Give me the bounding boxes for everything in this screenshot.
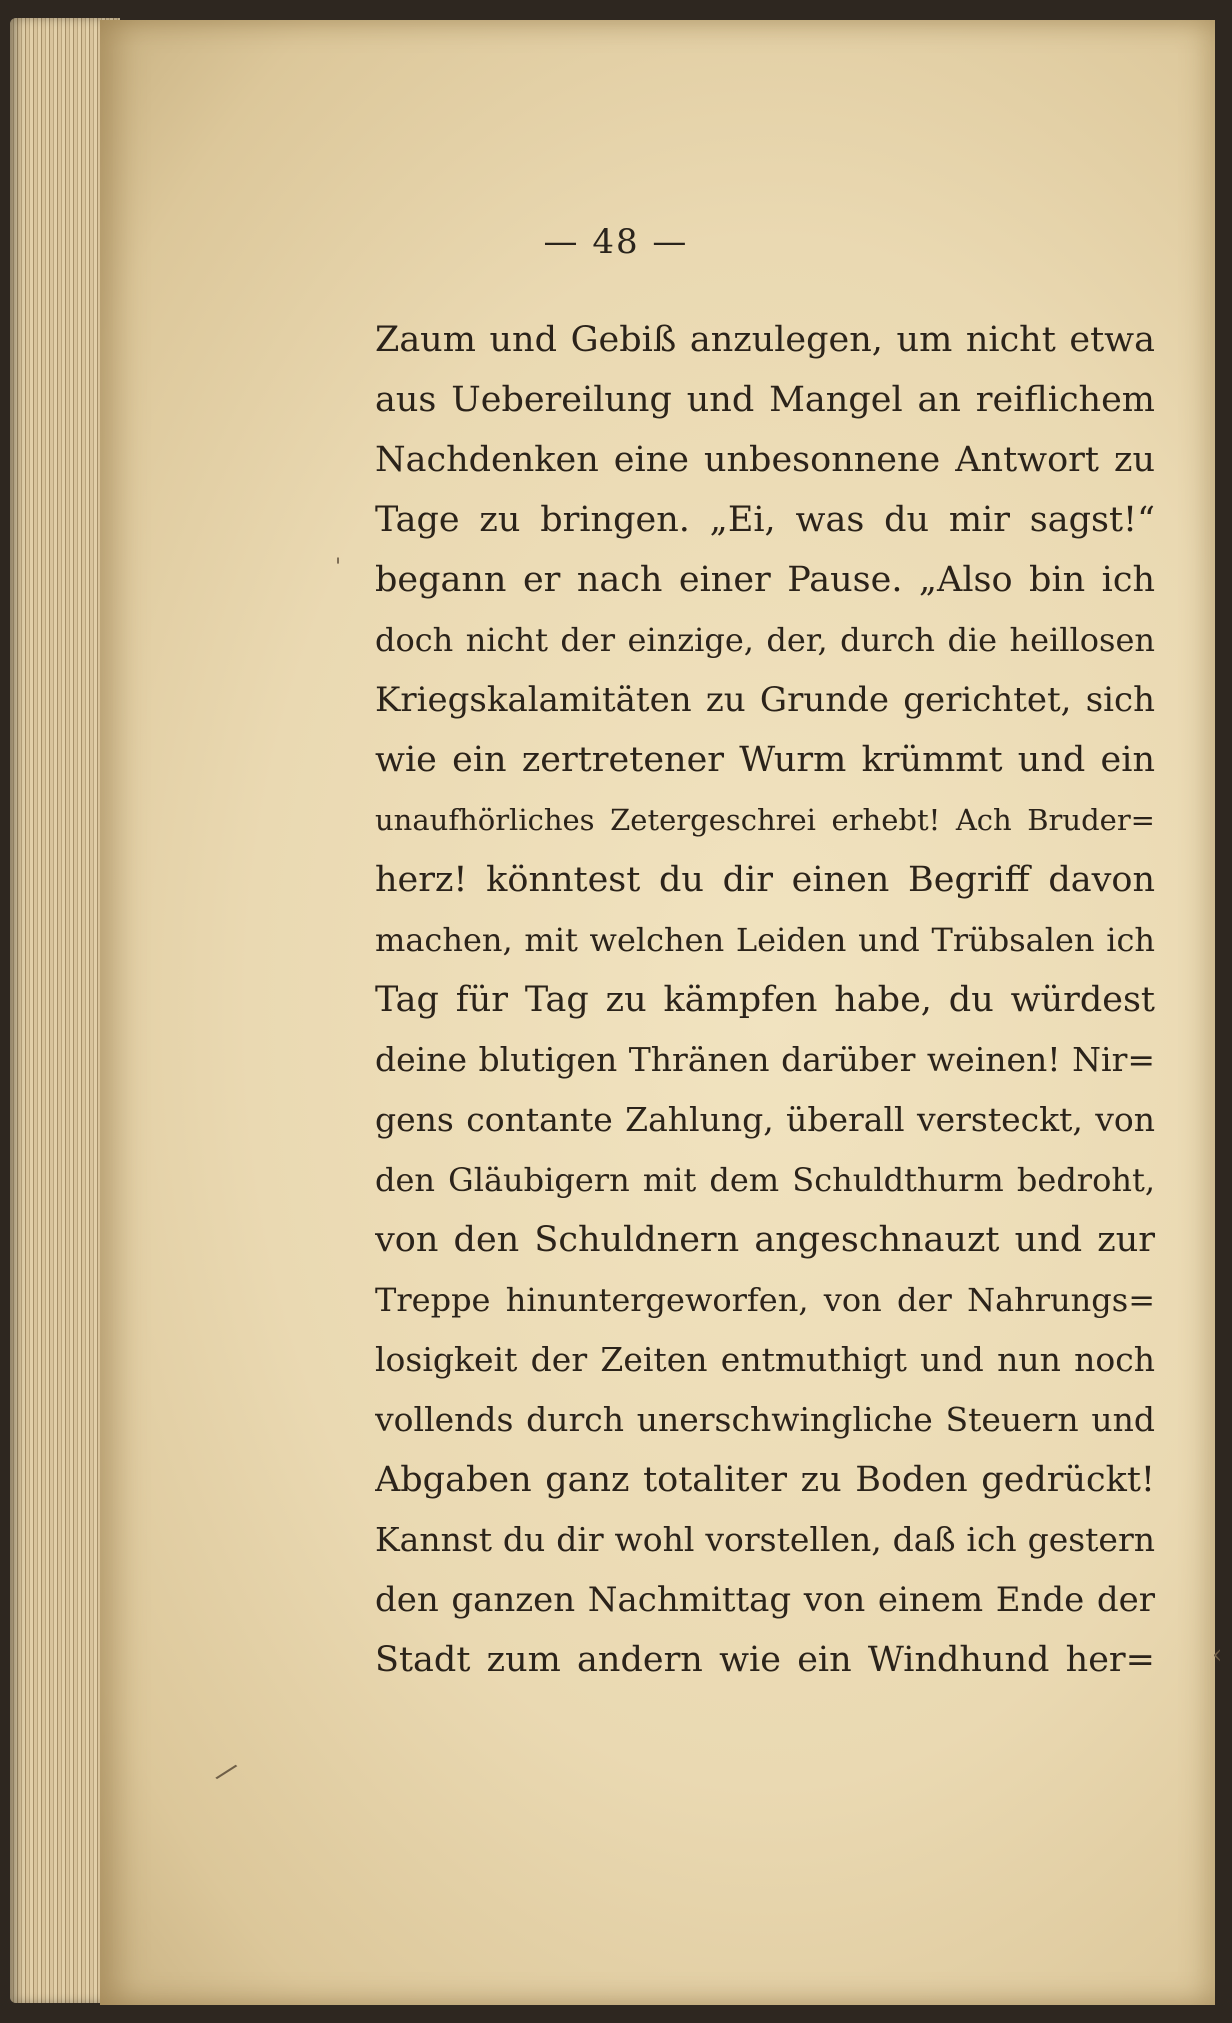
- margin-mark: /: [212, 1755, 241, 1788]
- text-line: wie ein zertretener Wurm krümmt und ein: [375, 740, 1155, 780]
- page-number: — 48 —: [543, 222, 689, 262]
- body-text: [375, 310, 1155, 1710]
- text-line: Stadt zum andern wie ein Windhund her=: [375, 1640, 1155, 1680]
- text-line: Zaum und Gebiß anzulegen, um nicht etwa: [375, 320, 1155, 360]
- text-line: herz! könntest du dir einen Begriff davon: [375, 860, 1155, 900]
- text-line: Tage zu bringen. „Ei, was du mir sagst!“: [375, 500, 1155, 540]
- text-line: unaufhörliches Zetergeschrei erhebt! Ach Bruder=: [375, 803, 1155, 837]
- text-line: vollends durch unerschwingliche Steuern und: [375, 1400, 1155, 1439]
- margin-mark: ‹: [1212, 1640, 1223, 1670]
- text-line: Abgaben ganz totaliter zu Boden gedrückt!: [375, 1460, 1155, 1500]
- text-line: machen, mit welchen Leiden und Trübsalen ich: [375, 921, 1155, 959]
- text-line: von den Schuldnern angeschnauzt und zur: [375, 1220, 1155, 1260]
- text-line: aus Uebereilung und Mangel an reiflichem: [375, 380, 1155, 420]
- text-line: gens contante Zahlung, überall versteckt, von: [375, 1100, 1155, 1139]
- text-line: Nachdenken eine unbesonnene Antwort zu: [375, 440, 1155, 480]
- text-line: doch nicht der einzige, der, durch die heillosen: [375, 621, 1155, 659]
- text-line: losigkeit der Zeiten entmuthigt und nun noch: [375, 1340, 1155, 1379]
- text-line: deine blutigen Thränen darüber weinen! Nir=: [375, 1040, 1155, 1079]
- text-line: Tag für Tag zu kämpfen habe, du würdest: [375, 980, 1155, 1020]
- text-line: Kriegskalamitäten zu Grunde gerichtet, sich: [375, 680, 1155, 720]
- text-line: Kannst du dir wohl vorstellen, daß ich gestern: [375, 1520, 1155, 1559]
- text-line: begann er nach einer Pause. „Also bin ich: [375, 560, 1155, 600]
- text-line: Treppe hinuntergeworfen, von der Nahrungs=: [375, 1281, 1155, 1319]
- text-line: den ganzen Nachmittag von einem Ende der: [375, 1580, 1155, 1620]
- text-line: den Gläubigern mit dem Schuldthurm bedroht,: [375, 1161, 1155, 1199]
- margin-mark: ': [335, 555, 342, 580]
